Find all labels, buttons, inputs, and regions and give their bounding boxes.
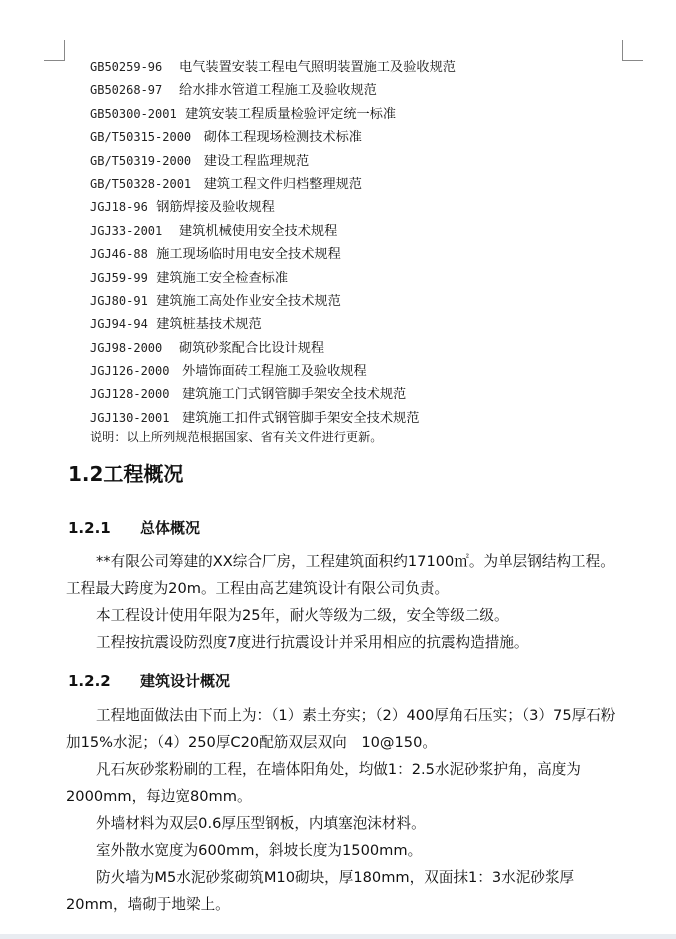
standard-item [90,126,650,149]
standard-item [90,243,650,266]
section-number: 1.2.1 [68,519,111,537]
standard-code: JGJ94-94 [90,317,148,332]
standard-name: 电气装置安装工程电气照明装置施工及验收规范 [179,60,456,75]
standard-code: GB/T50315-2000 [90,130,192,145]
standard-item [90,173,650,196]
standard-name: 建筑桩基技术规范 [156,317,262,333]
standard-item [90,79,650,102]
standard-name: 砌筑砂浆配合比设计规程 [179,340,325,356]
standard-name: 建筑施工门式钢管脚手架安全技术规范 [182,387,407,403]
standard-item [90,290,650,313]
standard-code: GB50259-96 [90,60,163,74]
standard-item [90,56,650,79]
standard-name: 外墙饰面砖工程施工及验收规程 [182,364,367,380]
standard-name: 建筑施工高处作业安全技术规范 [156,293,341,309]
standard-item [90,150,650,173]
standards-note: 说明：以上所列规范根据国家、省有关文件进行更新。 [90,430,383,444]
paragraph: 本工程设计使用年限为25年，耐火等级为二级，安全等级二级。 [96,607,509,624]
section-heading-1-2-2 [68,670,230,691]
standard-item [90,383,650,406]
standard-name: 建筑工程文件归档整理规范 [203,176,362,192]
standard-name: 建筑安装工程质量检验评定统一标准 [185,106,397,122]
standard-code: JGJ18-96 [90,200,148,215]
margin-corner-mark-left [44,40,65,61]
paragraph: **有限公司筹建的XX综合厂房，工程建筑面积约17100㎡。为单层钢结构工程。工程最大跨度为20m。工程由高艺建筑设计有限公司负责。 [66,553,615,597]
standards-list [90,56,650,430]
paragraph: 外墙材料为双层0.6厚压型钢板，内填塞泡沫材料。 [96,815,426,832]
standard-code: JGJ130-2001 [90,410,170,425]
standard-item [90,196,650,219]
section-title: 建筑设计概况 [140,672,231,690]
page-bottom-edge [0,934,676,939]
standard-code: JGJ59-99 [90,270,148,285]
standard-item [90,267,650,290]
standard-item [90,407,650,430]
standard-code: JGJ126-2000 [90,364,170,379]
section-heading-1-2: 1.2工程概况 [68,462,184,486]
paragraph: 工程地面做法由下而上为：（1）素土夯实；（2）400厚角石压实；（3）75厚石粉加15%水泥；（4）250厚C20配筋双层双向 10@150。 [66,707,616,751]
paragraph: 室外散水宽度为600mm，斜坡长度为1500mm。 [96,842,423,859]
section-title: 总体概况 [140,519,201,537]
standard-name: 建筑机械使用安全技术规程 [179,223,338,239]
standard-code: GB/T50319-2000 [90,153,192,168]
section-1-2-1-body [66,548,626,656]
standard-name: 施工现场临时用电安全技术规程 [156,247,341,263]
standard-item [90,103,650,126]
standard-name: 建筑施工安全检查标准 [156,270,289,286]
standard-code: JGJ46-88 [90,247,148,262]
section-number: 1.2.2 [68,672,111,690]
standard-name: 砌体工程现场检测技术标准 [203,130,362,146]
standard-code: JGJ33-2001 [90,223,163,238]
paragraph: 凡石灰砂浆粉刷的工程，在墙体阳角处，均做1：2.5水泥砂浆护角，高度为2000mm，每边宽80mm。 [66,761,581,805]
section-1-2-2-body [66,702,626,918]
standard-code: JGJ128-2000 [90,387,170,402]
standard-name: 建设工程监理规范 [203,153,310,169]
standard-code: JGJ80-91 [90,293,148,308]
standard-item [90,360,650,383]
standard-code: GB50268-97 [90,83,163,98]
standard-code: GB50300-2001 [90,106,177,121]
standard-name: 钢筋焊接及验收规程 [156,200,275,216]
paragraph: 防火墙为M5水泥砂浆砌筑M10砌块，厚180mm，双面抹1：3水泥砂浆厚20mm，墙砌于地梁上。 [66,869,575,913]
standard-code: JGJ98-2000 [90,340,163,355]
standard-item [90,220,650,243]
paragraph: 工程按抗震设防烈度7度进行抗震设计并采用相应的抗震构造措施。 [96,634,529,651]
standard-item [90,313,650,336]
standard-item [90,337,650,360]
section-heading-1-2-1 [68,517,200,538]
standard-name: 建筑施工扣件式钢管脚手架安全技术规范 [182,410,420,426]
standard-code: GB/T50328-2001 [90,176,192,191]
standard-name: 给水排水管道工程施工及验收规范 [179,83,377,99]
